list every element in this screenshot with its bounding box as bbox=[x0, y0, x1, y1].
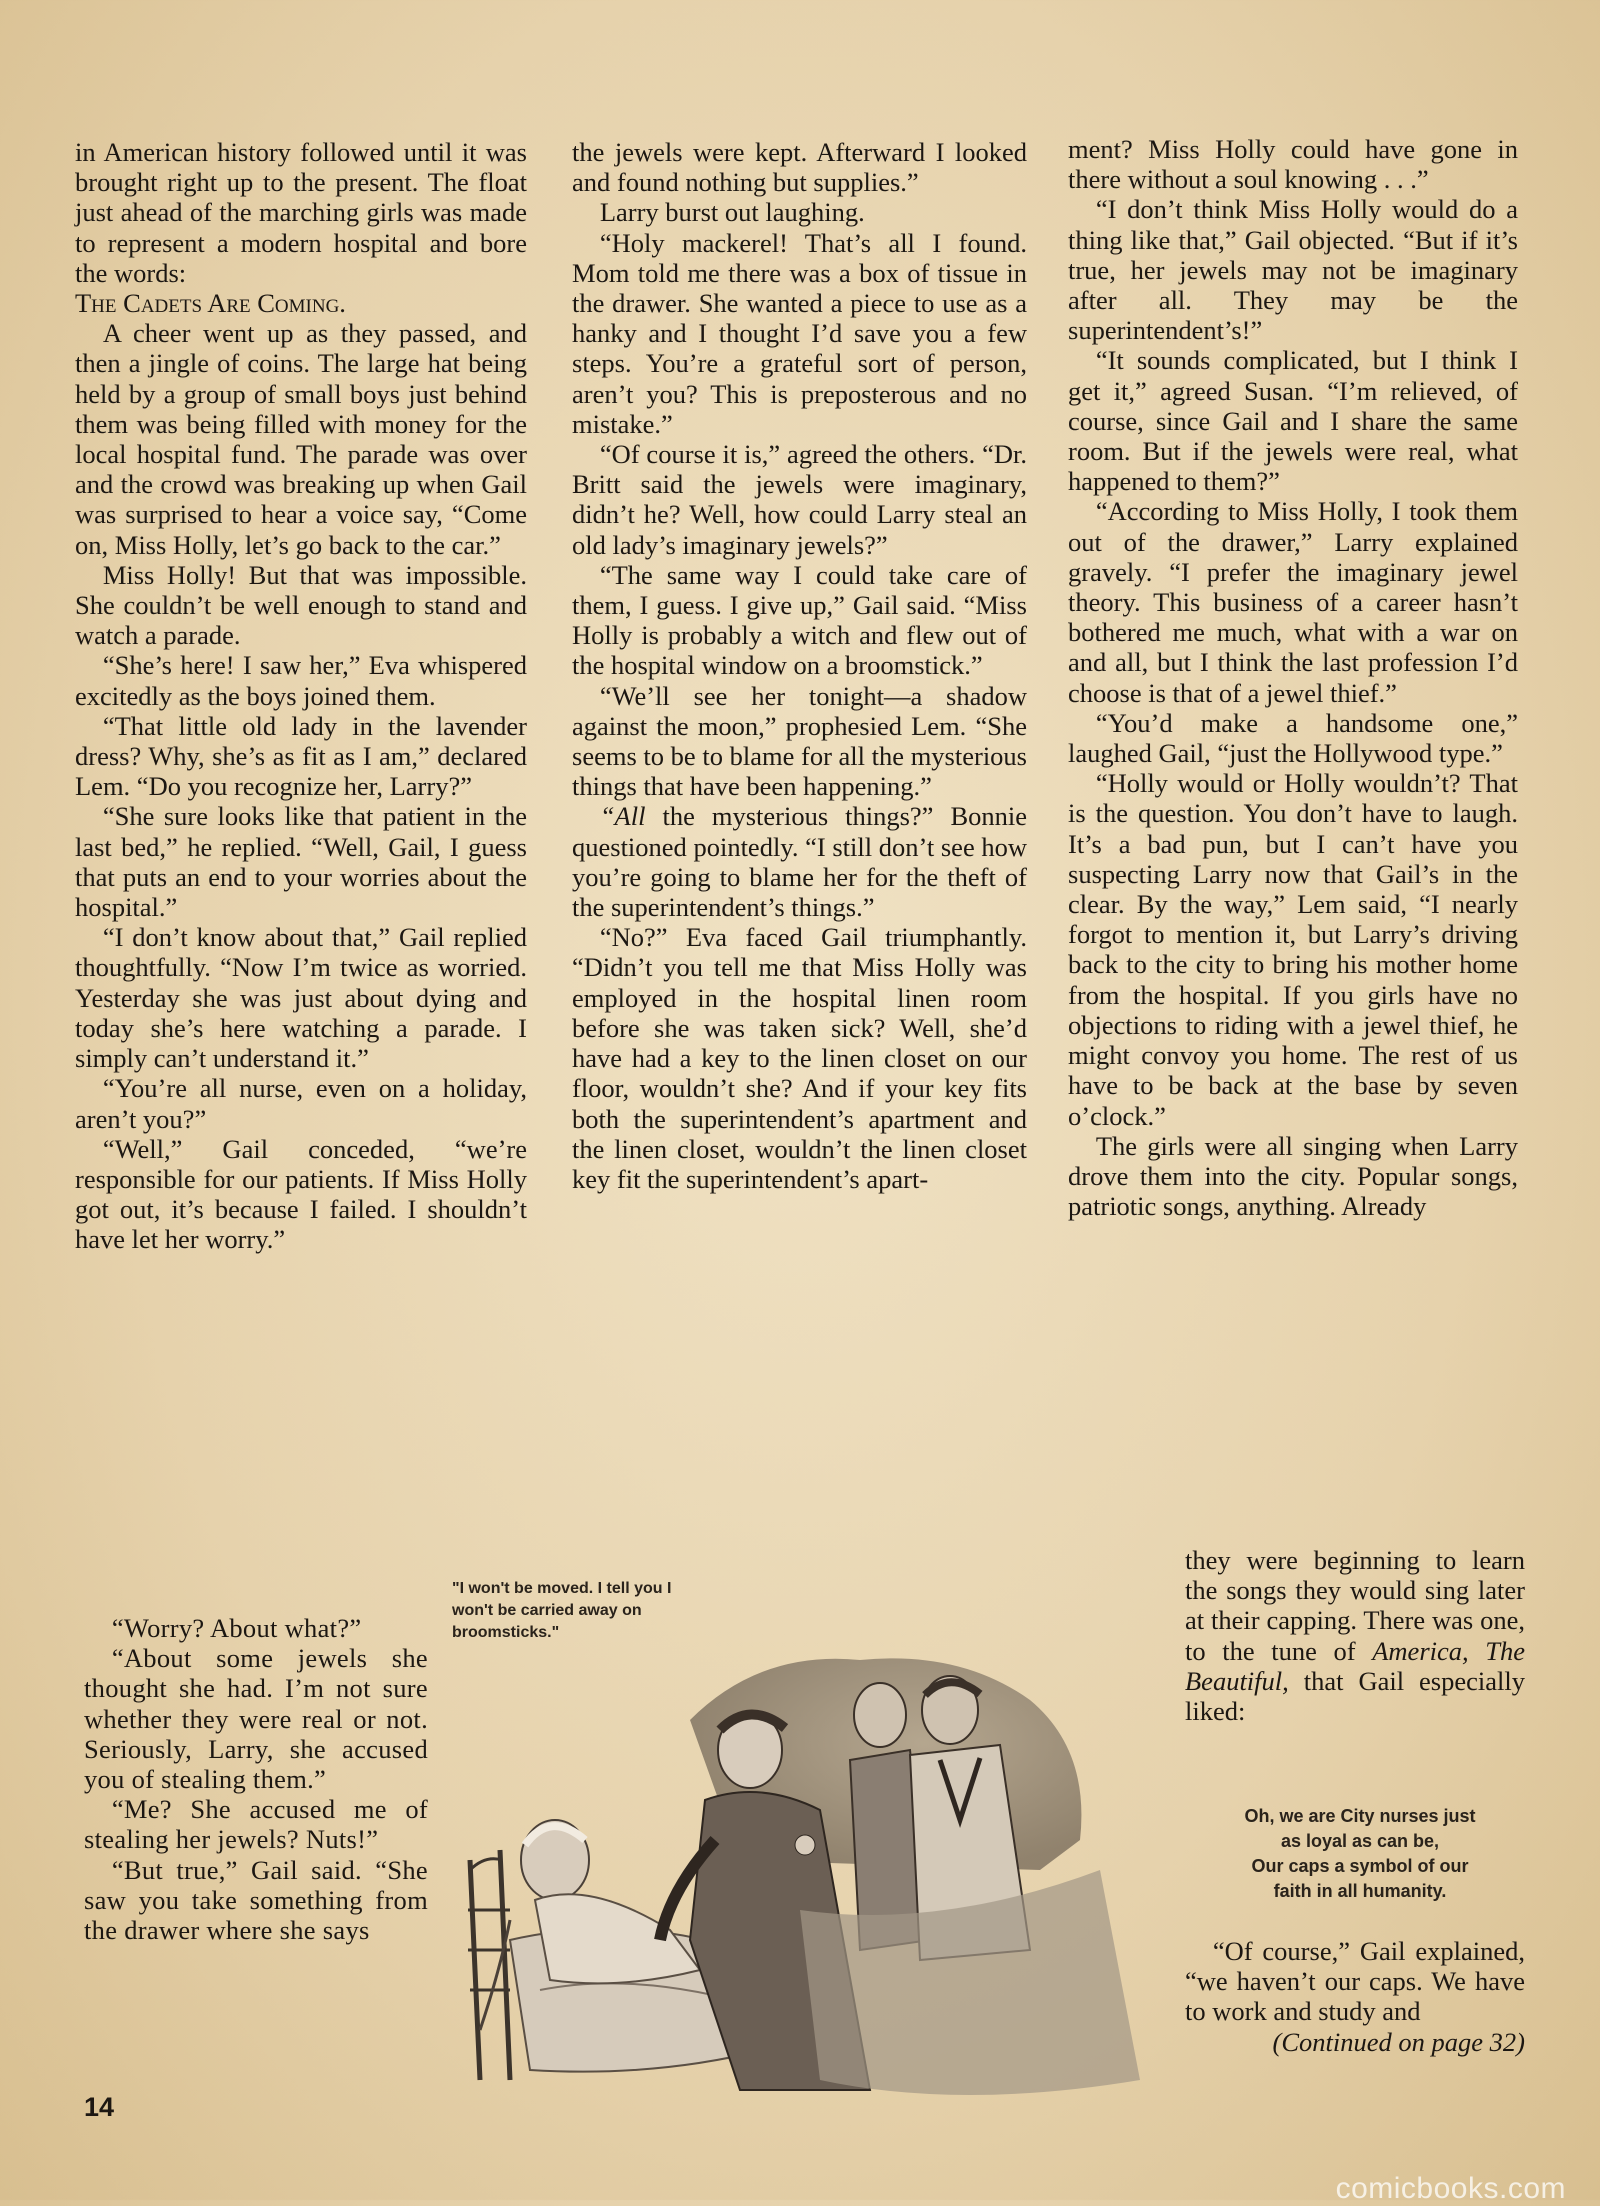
paragraph: “I don’t think Miss Holly would do a thing like that,” Gail objected. “But if it’s true, her jewels may not be imaginary after all. They may be the superintendent’s!” bbox=[1068, 194, 1518, 346]
hospital-scene-illustration bbox=[440, 1610, 1160, 2110]
paragraph-text: they were beginning to learn the songs they would sing later at their capping. There was one, to the tune of bbox=[1185, 1545, 1525, 1666]
paragraph: “Of course,” Gail explained, “we haven’t our caps. We have to work and study and bbox=[1185, 1936, 1525, 2027]
paragraph: in American history followed until it was brought right up to the present. The float just ahead of the marching girls was made to represent a modern hospital and bore the words: bbox=[75, 137, 527, 288]
paragraph: Larry burst out laughing. bbox=[599, 197, 865, 228]
paragraph-text: the mysterious things?” Bonnie questioned pointedly. “I still don’t see how you’re going to blame her for the theft of the superintendent’s things.” bbox=[572, 801, 1027, 923]
paragraph: “It sounds complicated, but I think I get it,” agreed Susan. “I’m relieved, of course, since Gail and I share the same room. But if the jewels were real, what happened to them?” bbox=[1068, 345, 1518, 497]
paragraph bbox=[572, 801, 1027, 922]
paragraph: “Holly would or Holly wouldn’t? That is the question. You don’t have to laugh. It’s a bad pun, but I can’t have you suspecting Larry now that Gail’s in the clear. By the way,” Lem said, “I nearly forgot to mention it, but Larry’s driving back to the city to bring his mother home from the hospital. If you girls have no objections to riding with a jewel thief, he might convoy you home. The rest of us have to be back at the base by seven o’clock.” bbox=[1068, 768, 1518, 1131]
paragraph: “But true,” Gail said. “She saw you take something from the drawer where she says bbox=[84, 1854, 428, 1946]
column-1 bbox=[75, 137, 527, 1255]
paragraph: A cheer went up as they passed, and then a jingle of coins. The large hat being held by a group of small boys just behind them was being filled with money for the local hospital fund. The parade was over and the crowd was breaking up when Gail was surprised to hear a voice say, “Come on, Miss Holly, let’s go back to the car.” bbox=[75, 318, 527, 560]
illustration-caption: "I won't be moved. I tell you I won't be carried away on broomsticks." bbox=[452, 1580, 672, 1641]
paragraph: “Of course it is,” agreed the others. “Dr. Britt said the jewels were imaginary, didn’t he? Well, how could Larry steal an old lady’s imaginary jewels?” bbox=[572, 439, 1027, 560]
paragraph: “I don’t know about that,” Gail replied thoughtfully. “Now I’m twice as worried. Yesterday she was just about dying and today she’s here watching a parade. I simply can’t understand it.” bbox=[75, 922, 527, 1074]
paragraph: “Well,” Gail conceded, “we’re responsible for our patients. If Miss Holly got out, it’s because I failed. I shouldn’t have let her worry.” bbox=[75, 1133, 527, 1255]
paragraph: “We’ll see her tonight—a shadow against the moon,” prophesied Lem. “She seems to be to blame for all the mysterious things that have been happening.” bbox=[572, 680, 1027, 802]
paragraph bbox=[1185, 1545, 1525, 1726]
paragraph: “She’s here! I saw her,” Eva whispered excitedly as the boys joined them. bbox=[75, 650, 527, 711]
paragraph: “That little old lady in the lavender dress? Why, she’s as fit as I am,” declared Lem. “Do you recognize her, Larry?” bbox=[75, 710, 527, 802]
paragraph: ment? Miss Holly could have gone in there without a soul knowing . . .” bbox=[1068, 134, 1518, 195]
column-3 bbox=[1068, 134, 1518, 1221]
song-title: America, The Beautiful, bbox=[1185, 1635, 1526, 1696]
paragraph: The girls were all singing when Larry drove them into the city. Popular songs, patriotic songs, anything. Already bbox=[1068, 1130, 1518, 1222]
column-3-lower bbox=[1185, 1545, 1525, 1726]
paragraph-text: that Gail especially liked: bbox=[1185, 1665, 1525, 1727]
paragraph: “You’re all nurse, even on a holiday, aren’t you?” bbox=[75, 1073, 527, 1134]
column-1-lower bbox=[84, 1613, 428, 1945]
paragraph: “Holy mackerel! That’s all I found. Mom told me there was a box of tissue in the drawer. She wanted a piece to use as a hanky and I thought I’d save you a few steps. You’re a grateful sort of person, aren’t you? This is preposterous and no mistake.” bbox=[572, 227, 1027, 439]
page-number: 14 bbox=[84, 2092, 115, 2122]
paragraph: “You’d make a handsome one,” laughed Gail, “just the Hollywood type.” bbox=[1068, 707, 1518, 769]
paragraph: “Me? She accused me of stealing her jewels? Nuts!” bbox=[84, 1794, 428, 1855]
paragraph: “She sure looks like that patient in the last bed,” he replied. “Well, Gail, I guess that puts an end to your worries about the hospital.” bbox=[75, 801, 527, 923]
float-sign-text: The Cadets Are Coming. bbox=[75, 288, 346, 319]
continued-text: (Continued on page 32) bbox=[1272, 2026, 1525, 2057]
verse-line: faith in all humanity. bbox=[1273, 1881, 1447, 1901]
column-2 bbox=[572, 137, 1027, 1194]
paragraph: “About some jewels she thought she had. I’m not sure whether they were real or not. Seriously, Larry, she accused you of stealing them.” bbox=[84, 1643, 428, 1795]
continued-note bbox=[1185, 2027, 1525, 2057]
verse-line: Our caps a symbol of our bbox=[1251, 1856, 1469, 1876]
song-verse bbox=[1195, 1804, 1525, 1904]
paragraph: “The same way I could take care of them, I guess. I give up,” Gail said. “Miss Holly is probably a witch and flew out of the hospital window on a broomstick.” bbox=[572, 559, 1027, 681]
paragraph: “According to Miss Holly, I took them out of the drawer,” Larry explained gravely. “I prefer the imaginary jewel theory. This business of a career hasn’t bothered me much, what with a war on and all, but I think the last profession I’d choose is that of a jewel thief.” bbox=[1068, 496, 1518, 708]
emphasis-all: “All bbox=[599, 801, 646, 832]
paragraph: “No?” Eva faced Gail triumphantly. “Didn’t you tell me that Miss Holly was employed in the hospital linen room before she was taken sick? Well, she’d have had a key to the linen closet on our floor, wouldn’t she? And if your key fits both the superintendent’s apartment and the linen closet, wouldn’t the linen closet key fit the superintendent’s apart- bbox=[572, 922, 1027, 1194]
watermark: comicbooks.com bbox=[1335, 2172, 1566, 2205]
verse-line: Oh, we are City nurses just bbox=[1244, 1806, 1476, 1826]
verse-line: as loyal as can be, bbox=[1280, 1831, 1440, 1851]
paragraph: “Worry? About what?” bbox=[111, 1613, 362, 1643]
paragraph: Miss Holly! But that was impossible. She couldn’t be well enough to stand and watch a parade. bbox=[75, 559, 527, 651]
paragraph: the jewels were kept. Afterward I looked and found nothing but supplies.” bbox=[572, 137, 1027, 198]
column-3-end bbox=[1185, 1936, 1525, 2057]
